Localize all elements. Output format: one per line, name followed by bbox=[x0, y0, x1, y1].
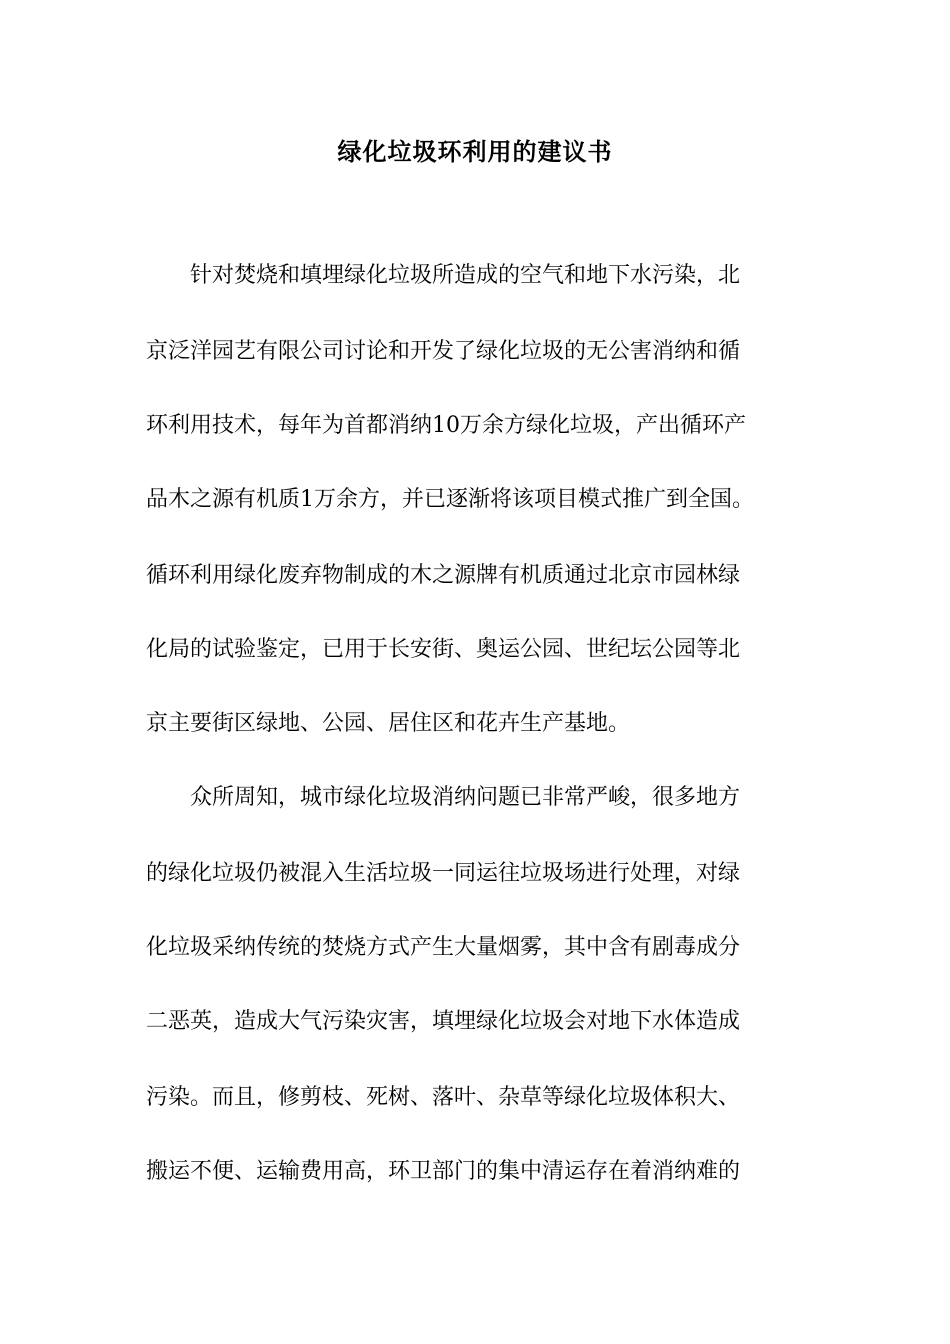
paragraph-1-line-3: 环利用技术，每年为首都消纳10万余方绿化垃圾，产出循环产 bbox=[146, 413, 746, 438]
paragraph-1-line-6: 化局的试验鉴定，已用于长安街、奥运公园、世纪坛公园等北 bbox=[146, 637, 741, 662]
paragraph-1-line-7: 京主要街区绿地、公园、居住区和花卉生产基地。 bbox=[146, 711, 631, 736]
document-title: 绿化垃圾环利用的建议书 bbox=[337, 137, 613, 166]
paragraph-2-line-5: 污染。而且，修剪枝、死树、落叶、杂草等绿化垃圾体积大、 bbox=[146, 1085, 741, 1110]
paragraph-1-line-4: 品木之源有机质1万余方，并已逐渐将该项目模式推广到全国。 bbox=[146, 487, 754, 512]
paragraph-1-line-5: 循环利用绿化废弃物制成的木之源牌有机质通过北京市园林绿 bbox=[146, 563, 741, 588]
paragraph-2-line-6: 搬运不便、运输费用高，环卫部门的集中清运存在着消纳难的 bbox=[146, 1159, 741, 1184]
paragraph-2-line-1: 众所周知，城市绿化垃圾消纳问题已非常严峻，很多地方 bbox=[190, 785, 741, 810]
paragraph-2-line-3: 化垃圾采纳传统的焚烧方式产生大量烟雾，其中含有剧毒成分 bbox=[146, 935, 741, 960]
paragraph-1-line-1: 针对焚烧和填埋绿化垃圾所造成的空气和地下水污染，北 bbox=[190, 263, 741, 288]
paragraph-2-line-4: 二恶英，造成大气污染灾害，填埋绿化垃圾会对地下水体造成 bbox=[146, 1009, 741, 1034]
paragraph-2-line-2: 的绿化垃圾仍被混入生活垃圾一同运往垃圾场进行处理，对绿 bbox=[146, 861, 741, 886]
paragraph-1-line-2: 京泛洋园艺有限公司讨论和开发了绿化垃圾的无公害消纳和循 bbox=[146, 339, 741, 364]
